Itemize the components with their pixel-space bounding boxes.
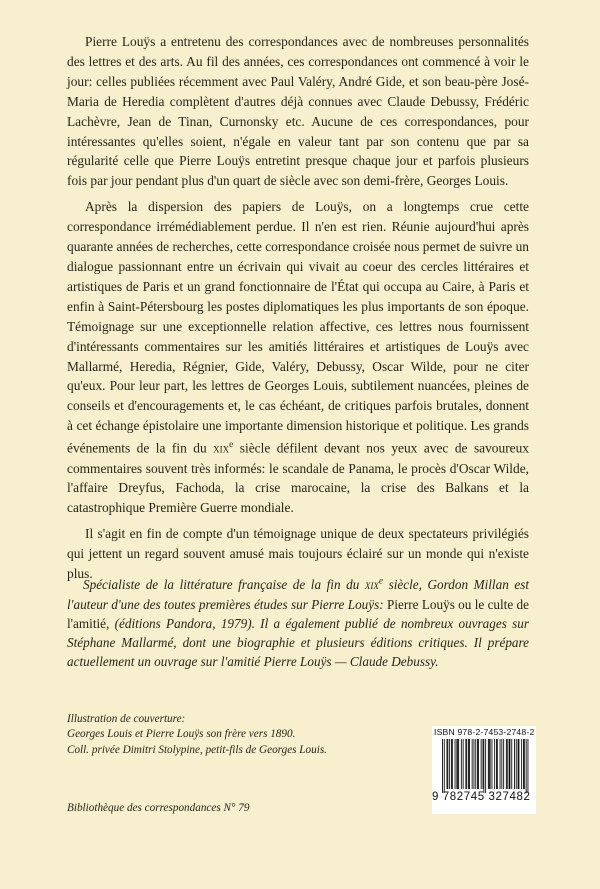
barcode-bar — [485, 739, 486, 793]
blurb — [67, 32, 529, 590]
isbn-barcode — [432, 726, 536, 814]
barcode-bar — [458, 739, 459, 789]
barcode-digits: 9 782745 327482 — [432, 791, 531, 803]
barcode-bar — [511, 739, 512, 789]
credit-line-1: Illustration de couverture: — [67, 713, 186, 725]
blurb-paragraph-2: Après la dispersion des papiers de Louÿs, on a longtemps crue cette correspondance irrémédiablement perdue. Il n'en est rien. Réunie aujourd'hui après quarante années de recherches, cette correspondance croisée nous permet de suivre un dialogue passionnant entre un écrivain qui vivait au coeur des cercles littéraires et artistiques de Paris et un grand fonctionnaire de l'État qui occupa au Caire, à Paris et enfin à Saint-Pétersbourg les postes diplomatiques les plus importants de son époque. Témoignage sur une exceptionnelle relation affective, ces lettres nous fournissent d'intéressants commentaires sur les amitiés littéraires et artistiques de Louÿs avec Mallarmé, Heredia, Régnier, Gide, Valéry, Debussy, Oscar Wilde, pour ne citer qu'eux. Pour leur part, les lettres de Georges Louis, subtilement nuancées, pleines de conseils et d'encouragements et, le cas échéant, de critiques parfois brutales, donnent à cet échange épistolaire une importante dimension historique et politique. Les grands événements de la fin du xix$^e$ siècle défilent devant nos yeux avec de savoureux commentaires souvent très informés: le scandale de Panama, le procès d'Oscar Wilde, l'affaire Dreyfus, Fachoda, la crise marocaine, la crise des Balkans et la catastrophique Première Guerre mondiale. — [67, 199, 529, 516]
barcode-bar — [488, 739, 489, 789]
barcode-bar — [449, 739, 450, 789]
barcode-bar — [523, 739, 524, 789]
barcode-bar — [490, 739, 491, 789]
barcode-bar — [518, 739, 519, 789]
barcode-bar — [501, 739, 502, 789]
barcode-bar — [500, 739, 501, 789]
barcode-bar — [494, 739, 495, 789]
blurb-paragraph-3: Il s'agit en fin de compte d'un témoignage unique de deux spectateurs privilégiés qui jettent un regard souvent amusé mais toujours éclairé sur un monde qui n'existe plus. — [67, 526, 529, 582]
blurb-paragraph-1: Pierre Louÿs a entretenu des correspondances avec de nombreuses personnalités des lettres et des arts. Au fil des années, ces correspondances ont commencé à voir le jour: celles publiées récemment avec Paul Valéry, André Gide, et son beau-père José-Maria de Heredia complètent d'autres déjà connues avec Claude Debussy, Frédéric Lachèvre, Jean de Tinan, Curnonsky etc. Aucune de ces correspondances, pour intéressantes qu'elles soient, n'égale en valeur tant par son contenu que par sa régularité celle que Pierre Louÿs entretint presque chaque jour et parfois plusieurs fois par jour pendant plus d'un quart de siècle avec son demi-frère, Georges Louis. — [67, 34, 529, 189]
barcode-bar — [489, 739, 490, 789]
barcode-bar — [509, 739, 510, 789]
credit-line-2: Georges Louis et Pierre Louÿs son frère vers 1890. — [67, 728, 296, 741]
barcode-bar — [468, 739, 469, 789]
barcode-bar — [526, 739, 527, 793]
barcode-bar — [463, 739, 464, 789]
barcode-bar — [466, 739, 467, 789]
barcode-bar — [475, 739, 476, 789]
barcode-bar — [492, 739, 493, 789]
barcode-bar — [477, 739, 478, 789]
barcode-bars — [432, 739, 536, 795]
barcode-bar — [444, 739, 445, 793]
barcode-bar — [452, 739, 453, 789]
barcode-bar — [478, 739, 479, 789]
barcode-bar — [483, 739, 484, 793]
barcode-bar — [528, 739, 529, 793]
barcode-bar — [472, 739, 473, 789]
barcode-bar — [503, 739, 504, 789]
barcode-bar — [455, 739, 456, 789]
barcode-bar — [507, 739, 508, 789]
barcode-bar — [506, 739, 507, 789]
author-bio — [67, 572, 529, 671]
barcode-bar — [496, 739, 497, 789]
barcode-bar — [469, 739, 470, 789]
credit-line-3: Coll. privée Dimitri Stolypine, petit-fils de Georges Louis. — [67, 743, 327, 756]
barcode-bar — [524, 739, 525, 789]
cover-credits — [67, 712, 367, 758]
barcode-bar — [447, 739, 448, 789]
barcode-bar — [457, 739, 458, 789]
barcode-bar — [497, 739, 498, 789]
barcode-bar — [516, 739, 517, 789]
author-bio-paragraph — [67, 572, 529, 671]
bio-part-2: (éditions Pandora, 1979). Il a également publié de nombreux ouvrages sur Stéphane Mallarmé, dont une biographie et plusieurs éditions critiques. Il prépare actuellement un ouvrage sur l'amitié Pierre Louÿs — Claude Debussy. — [67, 615, 530, 670]
barcode-bar — [483, 739, 484, 789]
barcode-bar — [474, 739, 475, 789]
barcode-bar — [442, 739, 443, 793]
barcode-bar — [447, 739, 448, 789]
barcode-bar — [451, 739, 452, 789]
barcode-bar — [510, 739, 511, 789]
series-label: Bibliothèque des correspondances N° 79 — [67, 802, 250, 814]
barcode-bar — [514, 739, 515, 789]
bio-part-1: Spécialiste de la littérature française de la fin du xix$^e$ siècle, Gordon Millan est l'auteur d'une des toutes premières études sur Pierre Louÿs: — [67, 576, 530, 612]
bio-book-title: Pierre Louÿs ou le culte de l'amitié, — [67, 596, 529, 631]
barcode-bar — [519, 739, 520, 789]
isbn-label: ISBN 978-2-7453-2748-2 — [434, 727, 535, 737]
barcode-bar — [461, 739, 462, 789]
barcode-bar — [456, 739, 457, 789]
barcode-bar — [465, 739, 466, 789]
barcode-bar — [521, 739, 522, 789]
barcode-bar — [481, 739, 482, 789]
